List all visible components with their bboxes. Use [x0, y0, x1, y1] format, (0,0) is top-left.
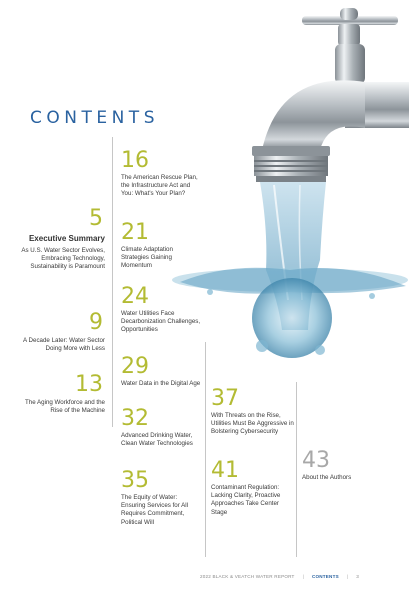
entry-title: With Threats on the Rise, Utilities Must Be Aggressive in Bolstering Cybersecurity — [211, 412, 294, 436]
page-number: 32 — [121, 406, 149, 431]
page-title: CONTENTS — [30, 108, 159, 128]
entry-title: The Equity of Water: Ensuring Services for All Requires Commitment, Political Will — [121, 494, 189, 526]
entry-title: Advanced Drinking Water, Clean Water Technologies — [121, 432, 193, 448]
page-number: 5 — [89, 206, 103, 231]
page-number: 43 — [302, 448, 330, 473]
footer-report-title: 2022 BLACK & VEATCH WATER REPORT — [200, 574, 295, 579]
toc-entry-cybersecurity[interactable] — [211, 388, 295, 437]
entry-title: Water Data in the Digital Age — [121, 380, 201, 387]
footer-page-number: 3 — [356, 574, 360, 579]
toc-entry-decarbonization[interactable] — [121, 286, 201, 335]
entry-title: The Aging Workforce and the Rise of the Machine — [24, 399, 105, 415]
entry-title: About the Authors — [302, 474, 352, 481]
toc-entry-decade-later[interactable] — [18, 312, 105, 353]
toc-entry-aging-workforce[interactable] — [18, 374, 105, 415]
entry-title: A Decade Later: Water Sector Doing More with Less — [23, 337, 105, 353]
entry-heading: Executive Summary — [28, 234, 105, 243]
column-divider-right — [296, 382, 297, 557]
toc-entry-executive-summary[interactable] — [18, 208, 105, 272]
toc-entry-about-the-authors[interactable] — [302, 450, 382, 482]
page-number: 9 — [89, 310, 103, 335]
entry-title: Climate Adaptation Strategies Gaining Momentum — [121, 246, 173, 270]
page-number: 29 — [121, 354, 149, 379]
toc-entry-water-data[interactable] — [121, 356, 201, 388]
page-number: 24 — [121, 284, 149, 309]
page-number: 35 — [121, 468, 149, 493]
entry-title: As U.S. Water Sector Evolves, Embracing Technology, Sustainability is Paramount — [21, 247, 105, 271]
entry-title: Water Utilities Face Decarbonization Challenges, Opportunities — [121, 310, 201, 334]
page-number: 13 — [75, 372, 103, 397]
entry-title: The American Rescue Plan, the Infrastructure Act and You: What's Your Plan? — [121, 174, 198, 198]
page-footer: 2022 BLACK & VEATCH WATER REPORT | CONTENTS | 3 — [200, 574, 360, 579]
footer-section: CONTENTS — [311, 574, 339, 579]
toc-entry-american-rescue-plan[interactable] — [121, 150, 201, 199]
page-number: 37 — [211, 386, 239, 411]
toc-entry-advanced-drinking-water[interactable] — [121, 408, 201, 448]
toc-entry-contaminant-regulation[interactable] — [211, 460, 295, 517]
toc-entry-climate-adaptation[interactable] — [121, 222, 201, 271]
entry-title: Contaminant Regulation: Lacking Clarity, Proactive Approaches Take Center Stage — [211, 484, 281, 516]
toc-entry-equity-of-water[interactable] — [121, 470, 201, 527]
column-divider-middle — [205, 342, 206, 557]
page-number: 21 — [121, 220, 149, 245]
column-divider-left — [112, 137, 113, 427]
page-number: 41 — [211, 458, 239, 483]
page-number: 16 — [121, 148, 149, 173]
